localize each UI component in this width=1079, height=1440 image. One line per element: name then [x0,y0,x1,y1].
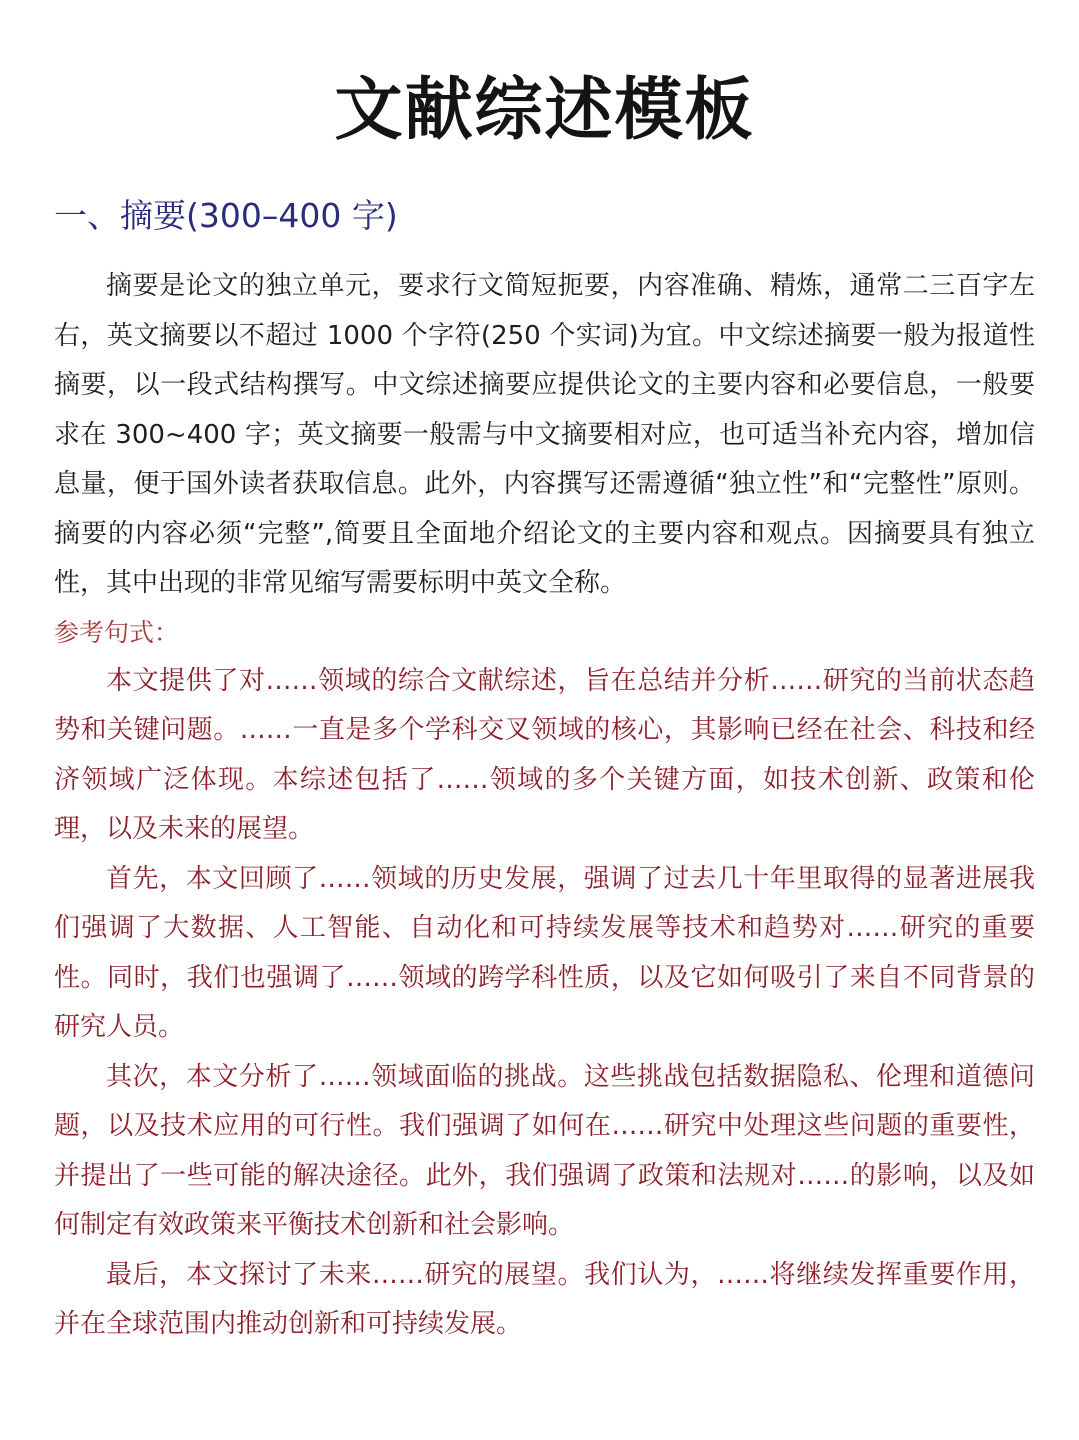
reference-paragraph: 其次，本文分析了……领域面临的挑战。这些挑战包括数据隐私、伦理和道德问题，以及技术应用的可行性。我们强调了如何在……研究中处理这些问题的重要性，并提出了一些可能的解决途径。此外，我们强调了政策和法规对……的影响，以及如何制定有效政策来平衡技术创新和社会影响。 [54,1061,1035,1240]
section-heading-abstract: 一、摘要(300–400 字) [54,196,398,235]
reference-paragraph: 本文提供了对……领域的综合文献综述，旨在总结并分析……研究的当前状态趋势和关键问题。……一直是多个学科交叉领域的核心，其影响已经在社会、科技和经济领域广泛体现。本综述包括了……领域的多个关键方面，如技术创新、政策和伦理，以及未来的展望。 [54,665,1035,844]
document-title: 文献综述模板 [334,71,755,150]
reference-label: 参考句式： [54,617,180,647]
reference-paragraph: 首先，本文回顾了……领域的历史发展，强调了过去几十年里取得的显著进展我们强调了大数据、人工智能、自动化和可持续发展等技术和趋势对……研究的重要性。同时，我们也强调了……领域的跨学科性质，以及它如何吸引了来自不同背景的研究人员。 [54,863,1035,1042]
reference-paragraph: 最后，本文探讨了未来……研究的展望。我们认为，……将继续发挥重要作用，并在全球范围内推动创新和可持续发展。 [54,1259,1035,1339]
abstract-paragraph: 摘要是论文的独立单元，要求行文简短扼要，内容准确、精炼，通常二三百字左右，英文摘要以不超过 1000 个字符(250 个实词)为宜。中文综述摘要一般为报道性摘要，以一段式结构撰写。中文综述摘要应提供论文的主要内容和必要信息，一般要求在 300~400 字；英文摘要一般需与中文摘要相对应，也可适当补充内容，增加信息量，便于国外读者获取信息。此外，内容撰写还需遵循“独立性”和“完整性”原则。摘要的内容必须“完整”,简要且全面地介绍论文的主要内容和观点。因摘要具有独立性，其中出现的非常见缩写需要标明中英文全称。 [54,271,1035,598]
